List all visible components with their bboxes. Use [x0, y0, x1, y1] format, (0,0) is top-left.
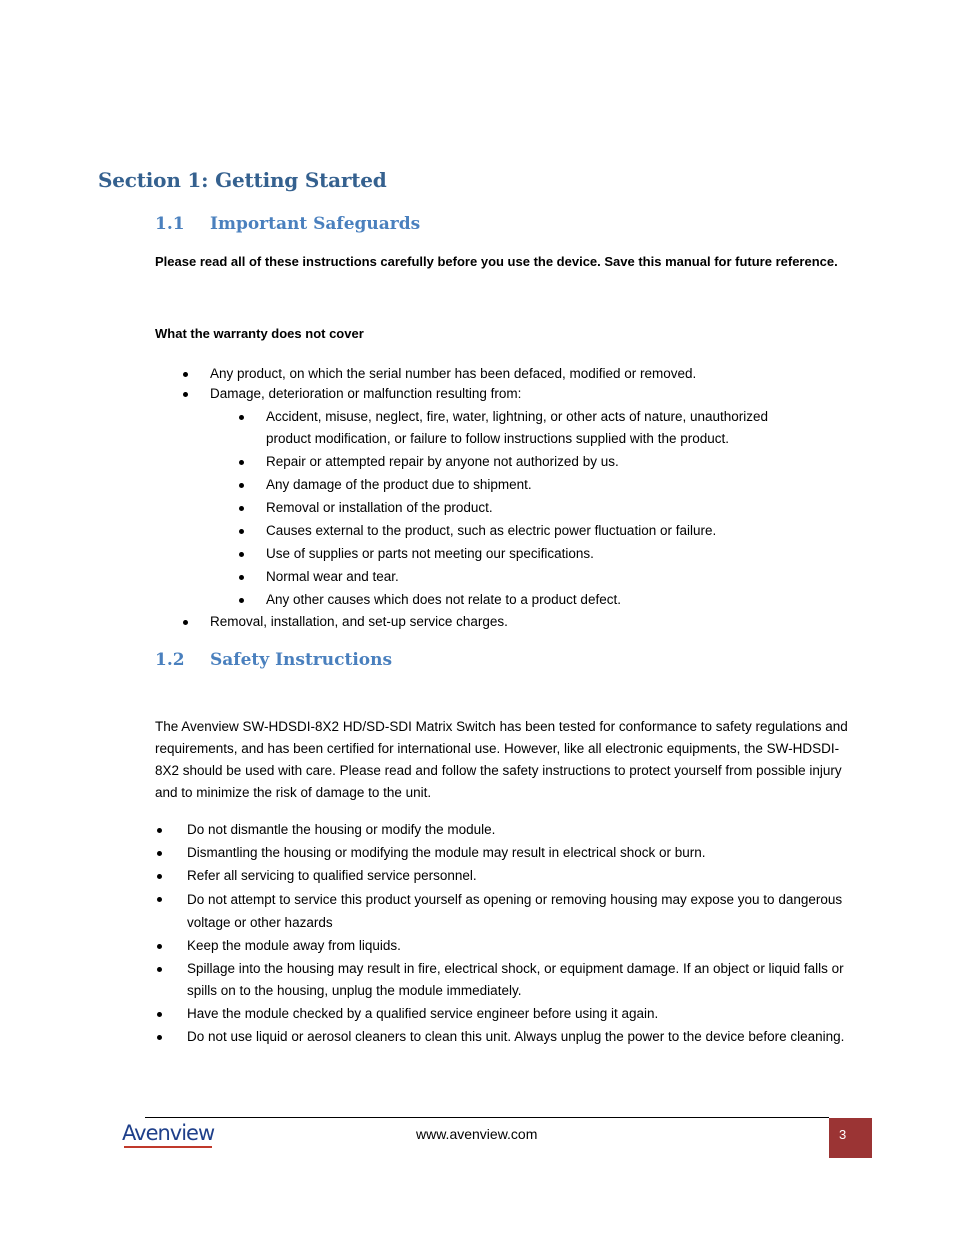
list-item: Do not dismantle the housing or modify the module. [155, 819, 855, 841]
list-item: Causes external to the product, such as electric power fluctuation or failure. [238, 520, 790, 542]
list-item: Removal, installation, and set-up service charges. [183, 612, 843, 632]
list-item: Any damage of the product due to shipment. [238, 474, 790, 496]
list-item: Removal or installation of the product. [238, 497, 790, 519]
list-item: Repair or attempted repair by anyone not authorized by us. [238, 451, 790, 473]
list-item: Do not attempt to service this product yourself as opening or removing housing may expose you to dangerous voltage or other hazards [155, 888, 855, 934]
safety-list [155, 819, 855, 1049]
subsection-heading-safeguards [155, 214, 420, 234]
list-item: Spillage into the housing may result in fire, electrical shock, or equipment damage. If an object or liquid falls or spills on to the housing, unplug the module immediately. [155, 958, 855, 1002]
subsection-number: 1.1 [155, 214, 185, 234]
intro-text: Please read all of these instructions carefully before you use the device. Save this manual for future reference. [155, 254, 838, 269]
logo-underline [124, 1146, 212, 1148]
subsection-title: Important Safeguards [210, 214, 421, 234]
warranty-list [183, 364, 843, 632]
list-item: Any product, on which the serial number has been defaced, modified or removed. [183, 364, 843, 384]
subsection-heading-safety [155, 650, 392, 670]
subsection-title: Safety Instructions [210, 650, 393, 670]
safety-paragraph: The Avenview SW-HDSDI-8X2 HD/SD-SDI Matrix Switch has been tested for conformance to safety regulations and requirements, and has been certified for international use. However, like all electronic equipments, the SW-HDSDI-8X2 should be used with care. Please read and follow the safety instructions to protect yourself from possible injury and to minimize the risk of damage to the unit. [155, 719, 848, 800]
list-item: Dismantling the housing or modifying the module may result in electrical shock or burn. [155, 842, 855, 864]
avenview-logo: Avenview [122, 1121, 215, 1145]
list-item: Do not use liquid or aerosol cleaners to clean this unit. Always unplug the power to the device before cleaning. [155, 1026, 855, 1048]
list-item: Have the module checked by a qualified service engineer before using it again. [155, 1003, 855, 1025]
list-item: Accident, misuse, neglect, fire, water, lightning, or other acts of nature, unauthorized product modification, or failure to follow instructions supplied with the product. [238, 406, 790, 450]
section-title: Section 1: Getting Started [98, 168, 387, 192]
footer-divider [145, 1117, 829, 1118]
list-item: Any other causes which does not relate to a product defect. [238, 589, 790, 611]
warranty-heading: What the warranty does not cover [155, 326, 364, 341]
page-number: 3 [829, 1118, 872, 1158]
subsection-number: 1.2 [155, 650, 185, 670]
damage-causes-list [210, 406, 790, 611]
list-item: Keep the module away from liquids. [155, 935, 855, 957]
footer-url: www.avenview.com [416, 1126, 538, 1142]
list-item: Normal wear and tear. [238, 566, 790, 588]
list-item: Refer all servicing to qualified service personnel. [155, 865, 855, 887]
list-item: Use of supplies or parts not meeting our specifications. [238, 543, 790, 565]
list-item: Damage, deterioration or malfunction resulting from: Accident, misuse, neglect, fire, water, lightning, or other acts of nature, unauthorized product modification, or failure to follow instructions supplied with the product. Repair or attempted repair by anyone not authorized by us. Any damage of the product due to shipment. Removal or installation of the product. Causes external to the product, such as electric power fluctuation or failure. Use of supplies or parts not meeting our specifications. Normal wear and tear. Any other causes which does not relate to a product defect. [183, 384, 843, 611]
